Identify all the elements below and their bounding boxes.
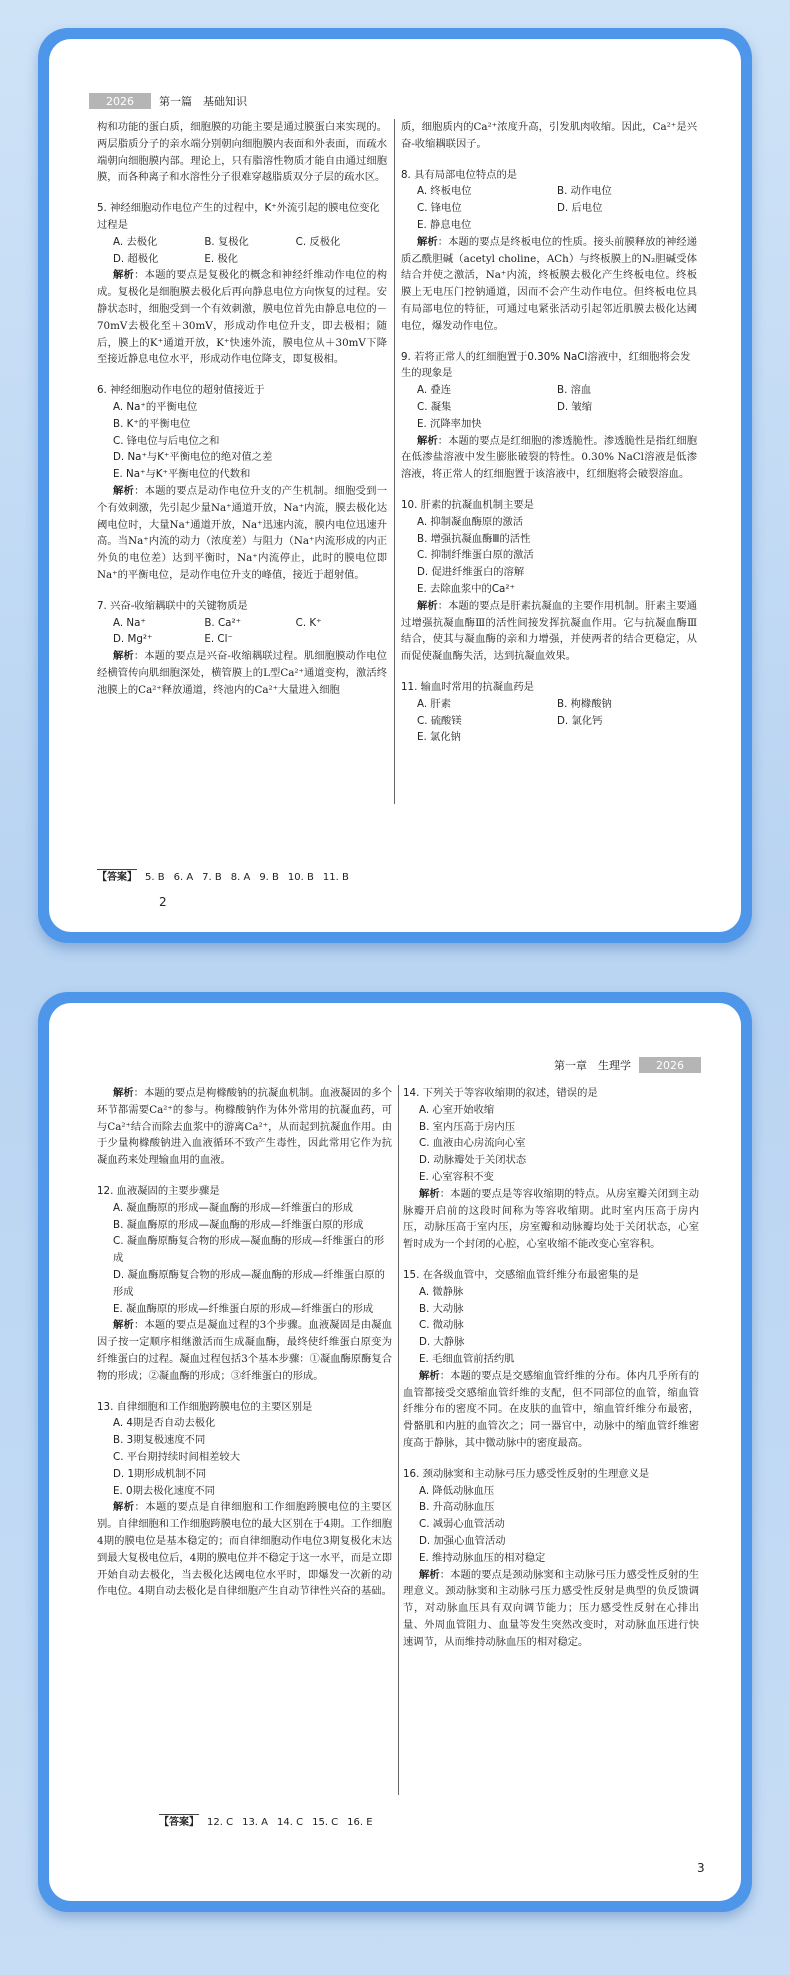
option-item: B. 凝血酶原的形成—凝血酶的形成—纤维蛋白原的形成 [113,1218,364,1231]
explanation-body: ：本题的要点是动作电位升支的产生机制。细胞受到一个有效刺激，先引起少量Na⁺通道开放，Na⁺内流，膜去极化达阈电位时，大量Na⁺通道开放，Na⁺迅速内流，膜内电位迅速升高。当Na⁺内流的动力（浓度差）与阻力（Na⁺内流形成的内正外负的电位差）达到平衡时，Na⁺内流停止，此时的膜电位即Na⁺的平衡电位，是动作电位升支的峰值，接近于超射值。 [97,484,388,581]
option-item: D. 凝血酶原酶复合物的形成—凝血酶的形成—纤维蛋白原的形成 [113,1268,385,1298]
option-item: B. K⁺的平衡电位 [113,417,191,430]
option-item: C. 凝集 [417,400,452,413]
explanation-label: 解析 [113,269,135,282]
page-frame-1 [38,28,752,943]
option-item: E. 静息电位 [417,218,472,231]
explanation-text [97,119,387,186]
explanation-text [97,1085,392,1169]
question-block [403,1267,699,1452]
option-item: E. 沉降率加快 [417,417,482,430]
answer-item: 6. A [173,872,194,883]
option-item: B. 大动脉 [419,1302,464,1315]
question-block [401,167,697,335]
option-item: A. Na⁺的平衡电位 [113,400,198,413]
option-item: A. 叠连 [417,384,452,397]
option-list [403,1483,699,1567]
option-item: A. 凝血酶原的形成—凝血酶的形成—纤维蛋白的形成 [113,1201,353,1214]
option-list [97,1200,392,1318]
question-block [97,1399,392,1601]
answer-item: 12. C [207,1817,234,1828]
question-block [401,349,697,483]
explanation-text [97,648,387,698]
explanation-body: ：本题的要点是交感缩血管纤维的分布。体内几乎所有的血管都接受交感缩血管纤维的支配，但不同部位的血管，缩血管纤维分布的密度不同。在皮肤的血管中，缩血管纤维分布最密，骨骼肌和内脏的血管次之；同一器官中，动脉中的缩血管纤维密度高于静脉，其中微动脉中的密度最高。 [403,1369,700,1449]
question-block [97,200,387,368]
explanation-text [97,1317,392,1384]
explanation-text [401,119,697,153]
option-item: D. 促进纤维蛋白的溶解 [417,566,525,579]
answer-key [159,1813,382,1828]
question-stem: 12. 血液凝固的主要步骤是 [97,1184,220,1197]
explanation-body: 构和功能的蛋白质，细胞膜的功能主要是通过膜蛋白来实现的。两层脂质分子的亲水端分别朝向细胞膜内表面和外表面，而疏水端朝向细胞膜内部。理论上，只有脂溶性物质才能自由通过细胞膜，而各种离子和水溶性分子很难穿越脂质双分子层的疏水区。 [97,121,387,184]
option-item: E. Cl⁻ [204,633,233,646]
option-item: D. Na⁺与K⁺平衡电位的绝对值之差 [113,451,273,464]
option-item: C. 减弱心血管活动 [419,1518,505,1531]
explanation-body: ：本题的要点是红细胞的渗透脆性。渗透脆性是指红细胞在低渗盐溶液中发生膨胀破裂的特性。0.30% NaCl溶液是低渗溶液，将正常人的红细胞置于该溶液中，红细胞将会破裂溶血。 [401,434,698,481]
page-header [89,91,247,111]
explanation-text [401,234,697,335]
explanation-label: 解析 [419,1568,440,1581]
option-item: D. 皱缩 [557,400,593,413]
question-stem: 9. 若将正常人的红细胞置于0.30% NaCl溶液中，红细胞将会发生的现象是 [401,350,691,380]
option-item: C. 血液由心房流向心室 [419,1137,526,1150]
option-item: E. 0期去极化速度不同 [113,1484,215,1497]
explanation-text [401,433,697,483]
page-number: 3 [697,1861,705,1875]
left-column [97,119,387,699]
page-2-sheet [49,39,741,932]
page-frame-2 [38,992,752,1912]
right-column [401,119,697,746]
question-stem: 10. 肝素的抗凝血机制主要是 [401,498,534,511]
right-column [403,1085,699,1651]
explanation-body: ：本题的要点是兴奋-收缩耦联过程。肌细胞膜动作电位经横管传向肌细胞深处，横管膜上的L型Ca²⁺通道变构，激活终池膜上的Ca²⁺释放通道，终池内的Ca²⁺大量进入细胞 [97,650,387,696]
option-list [97,399,387,483]
explanation-text [403,1368,699,1452]
option-list [401,514,697,598]
explanation-label: 解析 [417,434,438,447]
explanation-body: ：本题的要点是肝素抗凝血的主要作用机制。肝素主要通过增强抗凝血酶Ⅲ的活性间接发挥抗凝血作用。它与抗凝血酶Ⅲ结合，使其与凝血酶的亲和力增强，并使两者的结合更稳定，从而促使凝血酶失活，达到抗凝血效果。 [401,599,698,663]
option-item: A. 4期是否自动去极化 [113,1417,216,1430]
option-item: D. Mg²⁺ [113,633,153,646]
explanation-body: ：本题的要点是等容收缩期的特点。从房室瓣关闭到主动脉瓣开启前的这段时间称为等容收缩期。此时室内压高于房内压，动脉压高于室内压，房室瓣和动脉瓣均处于关闭状态，心室暂时成为一个封闭的心腔，心室收缩不能改变心室容积。 [403,1187,700,1251]
option-item: D. 加强心血管活动 [419,1534,506,1547]
option-item: B. 室内压高于房内压 [419,1120,515,1133]
explanation-text [97,1499,392,1600]
option-item: C. 微动脉 [419,1319,464,1332]
option-item: B. 动作电位 [557,185,612,198]
explanation-text [403,1567,699,1651]
option-item: C. 硫酸镁 [417,714,462,727]
option-item: A. 肝素 [417,697,452,710]
column-divider [398,1085,399,1795]
answer-label: 【答案】 [97,869,137,883]
option-item: B. 3期复极速度不同 [113,1434,206,1447]
option-list [97,615,387,649]
question-stem: 8. 具有局部电位特点的是 [401,168,518,181]
option-item: D. 超极化 [113,252,159,265]
explanation-label: 解析 [113,1319,134,1332]
option-item: D. 1期形成机制不同 [113,1467,207,1480]
option-list [403,1102,699,1186]
question-block [403,1085,699,1253]
option-item: A. 心室开始收缩 [419,1103,495,1116]
option-item: D. 氯化钙 [557,714,603,727]
answer-label: 【答案】 [159,1814,199,1828]
option-item: C. K⁺ [295,616,322,629]
left-column [97,1085,392,1600]
explanation-label: 解析 [113,650,134,663]
answer-item: 9. B [259,872,279,883]
explanation-label: 解析 [417,235,438,248]
question-block [401,497,697,665]
question-block [403,1466,699,1651]
option-item: A. 去极化 [113,235,158,248]
page-3-sheet [49,1003,741,1901]
explanation-body: ：本题的要点是枸橼酸钠的抗凝血机制。血液凝固的多个环节都需要Ca²⁺的参与。枸橼酸钠作为体外常用的抗凝血药，可与Ca²⁺结合而除去血浆中的游离Ca²⁺，从而起到抗凝血作用。由于少量枸橼酸钠进入血液循环不致产生毒性，因此常用它作为抗凝血药来处理输血用的血液。 [97,1087,393,1167]
explanation-label: 解析 [113,484,135,497]
explanation-text [401,598,697,665]
question-stem: 16. 颈动脉窦和主动脉弓压力感受性反射的生理意义是 [403,1467,650,1480]
question-stem: 5. 神经细胞动作电位产生的过程中，K⁺外流引起的膜电位变化过程是 [97,202,380,231]
option-item: B. 增强抗凝血酶Ⅲ的活性 [417,532,531,545]
chapter-title: 第一章 生理学 [554,1059,631,1072]
question-block [97,382,387,584]
section-title: 第一篇 基础知识 [159,95,247,108]
option-item: B. 升高动脉血压 [419,1501,495,1514]
question-stem: 11. 输血时常用的抗凝血药是 [401,680,534,693]
page-header [554,1055,701,1075]
option-item: D. 动脉瓣处于关闭状态 [419,1154,527,1167]
answer-item: 16. E [347,1817,373,1828]
option-item: E. 氯化钠 [417,731,461,744]
explanation-body: ：本题的要点是终板电位的性质。接头前膜释放的神经递质乙酰胆碱（acetyl choline，ACh）与终板膜上的N₂胆碱受体结合并使之激活，Na⁺内流，终板膜去极化产生终板电位。终板膜上无电压门控钠通道，因而不会产生动作电位。但终板电位具有局部电位的特征，可通过电紧张活动引起邻近肌膜去极化达阈电位，爆发动作电位。 [401,235,698,332]
explanation-text [403,1186,699,1253]
option-item: B. 复极化 [204,235,249,248]
option-item: C. 抑制纤维蛋白原的激活 [417,549,534,562]
option-list [401,183,697,233]
explanation-label: 解析 [419,1369,440,1382]
year-badge: 2026 [89,93,151,109]
option-item: E. 凝血酶原的形成—纤维蛋白原的形成—纤维蛋白的形成 [113,1302,374,1315]
question-block [97,1085,392,1169]
option-item: A. 终板电位 [417,185,472,198]
option-item: E. 心室容积不变 [419,1170,494,1183]
question-block [401,119,697,153]
question-block [401,679,697,746]
option-item: E. Na⁺与K⁺平衡电位的代数和 [113,468,251,481]
option-item: A. 微静脉 [419,1285,464,1298]
question-block [97,119,387,186]
explanation-body: ：本题的要点是凝血过程的3个步骤。血液凝固是由凝血因子按一定顺序相继激活而生成凝血酶，最终使纤维蛋白原变为纤维蛋白的过程。凝血过程包括3个基本步骤：①凝血酶原酶复合物的形成；②凝血酶的形成；③纤维蛋白的形成。 [97,1319,392,1382]
year-badge: 2026 [639,1057,701,1073]
option-item: D. 大静脉 [419,1336,465,1349]
answer-item: 14. C [277,1817,304,1828]
option-item: C. 平台期持续时间相差较大 [113,1450,241,1463]
option-item: B. 枸橼酸钠 [557,697,612,710]
question-stem: 13. 自律细胞和工作细胞跨膜电位的主要区别是 [97,1400,313,1413]
option-item: E. 去除血浆中的Ca²⁺ [417,582,515,595]
answer-item: 7. B [202,872,222,883]
explanation-label: 解析 [113,1501,135,1514]
answer-item: 13. A [242,1817,269,1828]
explanation-text [97,267,387,368]
question-stem: 14. 下列关于等容收缩期的叙述，错误的是 [403,1087,598,1099]
option-list [403,1284,699,1368]
option-item: D. 后电位 [557,202,603,215]
option-list [401,382,697,432]
option-list [401,696,697,746]
question-block [97,1183,392,1385]
question-stem: 6. 神经细胞动作电位的超射值接近于 [97,384,265,397]
option-item: B. Ca²⁺ [204,616,242,629]
page-number: 2 [159,895,167,909]
explanation-text [97,483,387,584]
answer-item: 15. C [312,1817,339,1828]
question-stem: 15. 在各级血管中，交感缩血管纤维分布最密集的是 [403,1268,639,1281]
answer-item: 8. A [230,872,251,883]
option-item: B. 溶血 [557,384,592,397]
answer-key [97,868,358,883]
question-block [97,598,387,699]
column-divider [394,119,395,804]
option-item: C. 锋电位 [417,202,462,215]
explanation-label: 解析 [417,599,438,612]
option-item: A. 抑制凝血酶原的激活 [417,515,524,528]
option-item: C. 反极化 [295,235,341,248]
explanation-body: ：本题的要点是颈动脉窦和主动脉弓压力感受性反射的生理意义。颈动脉窦和主动脉弓压力感受性反射是典型的负反馈调节，对动脉血压具有双向调节能力；压力感受性反射在心排出量、外周血管阻力、血量等发生突然改变时，对动脉血压进行快速调节，从而维持动脉血压的相对稳定。 [403,1568,700,1648]
answer-item: 11. B [322,872,349,883]
option-list [97,234,387,268]
option-item: A. 降低动脉血压 [419,1484,495,1497]
option-item: E. 维持动脉血压的相对稳定 [419,1551,546,1564]
explanation-label: 解析 [419,1187,440,1200]
option-item: E. 极化 [204,252,238,265]
answer-item: 10. B [287,872,314,883]
question-stem: 7. 兴奋-收缩耦联中的关键物质是 [97,599,248,612]
option-item: A. Na⁺ [113,616,146,629]
explanation-body: 质，细胞质内的Ca²⁺浓度升高，引发肌肉收缩。因此，Ca²⁺是兴奋-收缩耦联因子。 [401,121,697,150]
explanation-body: ：本题的要点是自律细胞和工作细胞跨膜电位的主要区别。自律细胞和工作细胞跨膜电位的最大区别在于4期。工作细胞4期的膜电位是基本稳定的；而自律细胞动作电位3期复极化末达到最大复极电位后，4期的膜电位并不稳定于这一水平，而是立即开始自动去极化，当去极化达阈电位水平时，即爆发一次新的动作电位。4期自动去极化是自律细胞产生自动节律性兴奋的基础。 [97,1501,393,1598]
explanation-label: 解析 [113,1087,134,1099]
option-item: C. 锋电位与后电位之和 [113,434,220,447]
option-item: C. 凝血酶原酶复合物的形成—凝血酶的形成—纤维蛋白的形成 [113,1235,385,1265]
explanation-body: ：本题的要点是复极化的概念和神经纤维动作电位的构成。复极化是细胞膜去极化后再向静息电位方向恢复的过程。安静状态时，细胞受到一个有效刺激，膜电位首先由静息电位的－70mV去极化至＋30mV，形成动作电位升支，即去极相；随后，膜上的K⁺通道开放，K⁺快速外流，膜电位从＋30mV下降至接近静息电位水平，形成动作电位降支，即复极相。 [97,269,388,366]
answer-item: 5. B [145,872,165,883]
option-list [97,1415,392,1499]
option-item: E. 毛细血管前括约肌 [419,1352,515,1365]
